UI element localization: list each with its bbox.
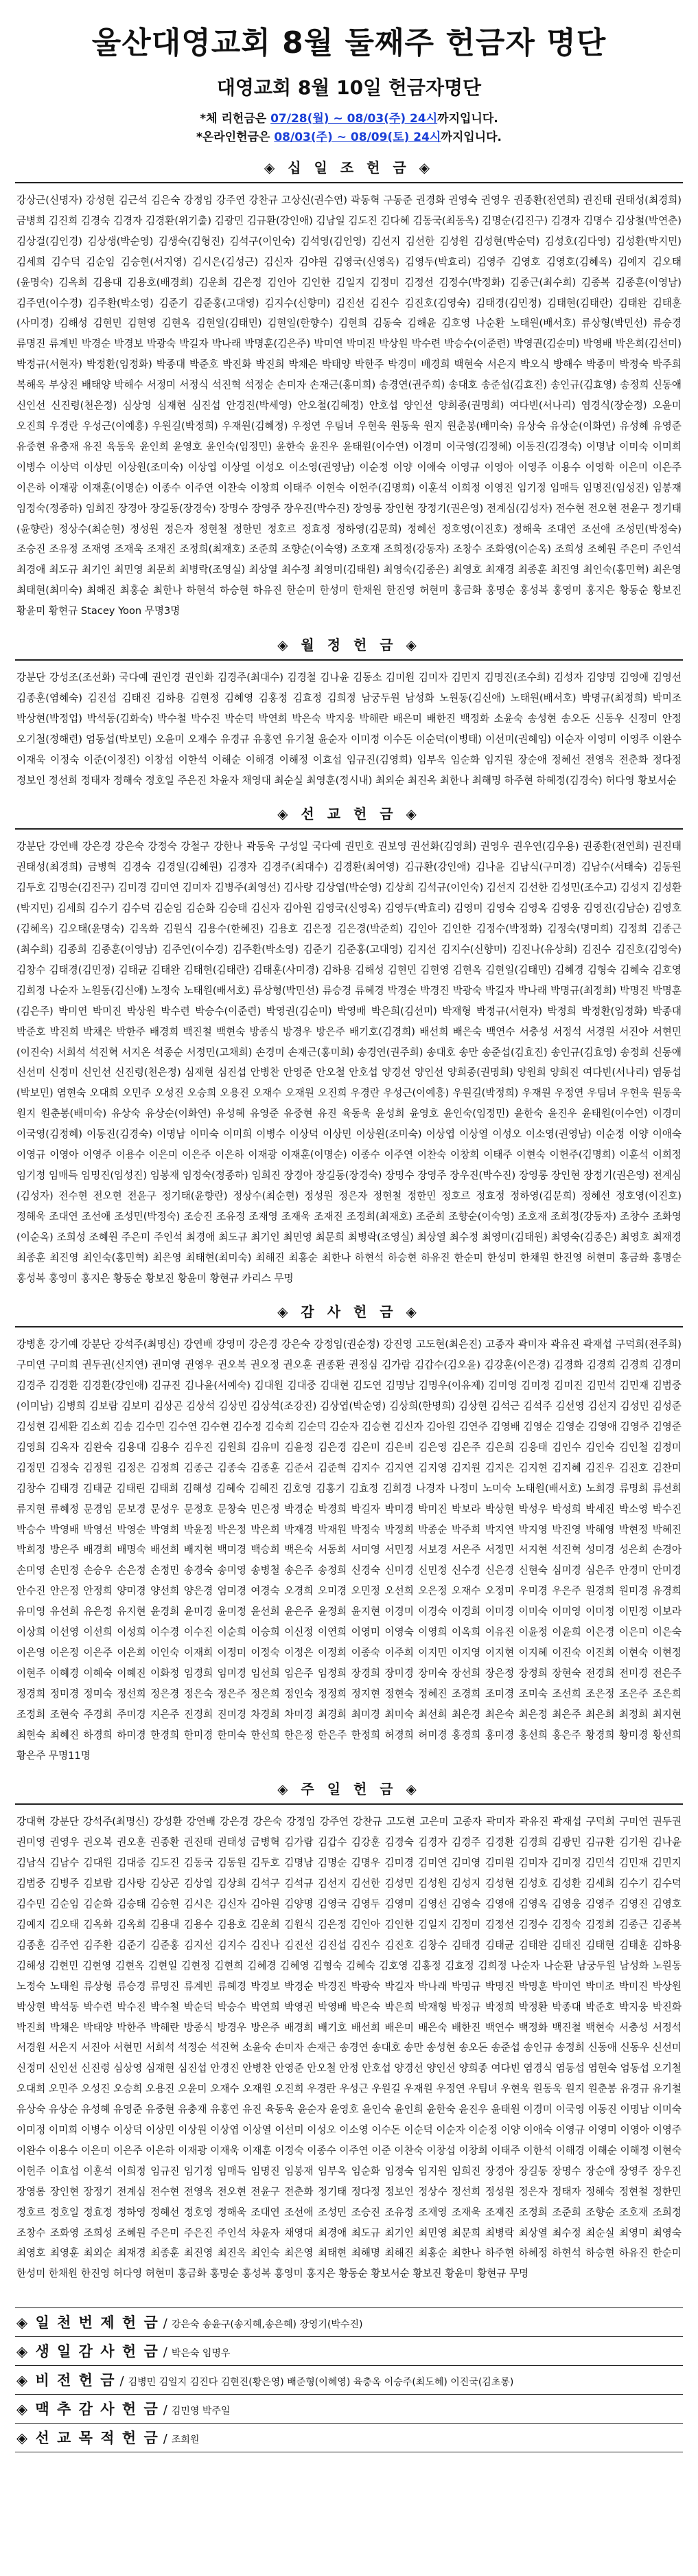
section-heading-sunday: ◈ 주 일 헌 금 ◈ xyxy=(277,1781,421,1798)
section-thanksgiving xyxy=(15,1301,683,1766)
special-offering-names: 김병민 김일지 김진다 김현진(황은영) 배준형(이혜영) 육충옥 이승주(최도혜) 이진국(김초롱) xyxy=(128,2377,514,2389)
offline-period-prefix: *체 리헌금은 xyxy=(200,112,271,126)
section-tithe xyxy=(15,157,683,622)
offline-period-line xyxy=(15,109,683,126)
special-offering-row xyxy=(15,2423,683,2452)
offline-period-suffix: 까지입니다. xyxy=(437,112,498,126)
section-heading-mission: ◈ 선 교 헌 금 ◈ xyxy=(277,806,421,823)
online-period-line xyxy=(15,127,683,144)
special-offering-label: ◈ 일 천 번 제 헌 금 xyxy=(16,2314,159,2332)
section-heading-monthly: ◈ 월 정 헌 금 ◈ xyxy=(277,637,421,654)
special-offering-row xyxy=(15,2307,683,2336)
section-monthly xyxy=(15,634,683,790)
separator: / xyxy=(163,2403,167,2418)
special-offering-names: 조희원 xyxy=(171,2435,200,2446)
special-offering-row xyxy=(15,2394,683,2423)
donor-names-sunday: 강대혁 강분단 강석주(최명신) 강성환 강연배 강은경 강은숙 강정임 강주연 강찬규 고도현 고은미 고종자 곽미자 곽유진 곽재섭 구덕희 구미연 권두권 권미영 권영우 권오복 권오훈 권종환 권진태 권태성 금병혁 김가람 김갑수 김강훈 김경숙 김경자 김경주 김경환 김경희 김광민 김규환 김기원 김나윤 김남식 김남수 김대원 김대중 김도진 김동국 김동원 김두호 김명남 김명순 김명우 김미경 김미연 김미영 김미원 김미자 김미정 김민석 김민재 김민지 김범중 김병주 김보람 김사랑 김상곤 김상엽 김상희 김석구 김석규 김선지 김선한 김성민 김성원 김성지 김성현 김성호 김성환 김세희 김수기 김수덕 김수민 김순임 김순화 김승태 김승현 김시은 김신자 김아원 김양명 김영국 김영두 김영미 김영선 김영숙 김영애 김영옥 김영웅 김영주 김영진 김영호 김예지 김오태 김옥화 김옥희 김용대 김용수 김용호 김운희 김원식 김은정 김인아 김인한 김일지 김정미 김정선 김정수 김정숙 김정희 김종근 김종복 김종훈 김주연 김주환 김준기 김준홍 김지선 김지수 김진나 김진선 김진섭 김진수 김진호 김창수 김태경 김태균 김태완 김태진 김태현 김태훈 김하용 김해성 김현민 김현영 김현옥 김현일 김현정 김현희 김혜경 김혜영 김형숙 김혜숙 김호영 김홍정 김효정 김희정 나순자 나순환 남궁두원 남성화 노원동 노정숙 노태원 류상형 류승경 류명진 류계빈 류혜경 박경보 박경순 박경진 박광숙 박길자 박나래 박명규 박명진 박명훈 박미연 박미조 박미진 박상원 박상현 박석동 박수련 박수진 박수철 박순덕 박승수 박연희 박영권 박영배 박은숙 박은희 박재형 박정규 박정희 박정환 박종대 박준호 박지웅 박진화 박진희 박채은 박태양 박한주 박해란 방종식 방경우 방은주 배경희 배기호 배선희 배은미 배은숙 배한진 백연수 백정화 백진철 백현숙 서충성 서정석 서경원 서은지 서진아 서현민 서희석 석정순 석진혁 소윤숙 손미자 손재근 송경연 송대호 송만 송성현 송오돈 송준섭 송인규 송정희 신동애 신동우 신선미 신정미 신인선 신진령 심상영 심재현 심진섭 안경진 안병찬 안영준 안오철 안정 안호섭 양경선 양인선 양희종 여다빈 염경식 염동섭 염현숙 엄동섭 오기철 오대희 오민주 오성진 오승희 오용진 오윤미 오재수 오재원 오진희 우경란 우성근 우원길 우재원 우정연 우팀녀 우현욱 원동욱 원지 원춘봉 유경규 유기철 유상숙 유상순 유성혜 유영준 유중현 유충재 유홍연 유진 육동욱 윤순자 윤영호 윤인숙 윤인희 윤한숙 윤진우 윤태원 이경미 이국영 이동진 이명남 이미숙 이미정 이미희 이병수 이상덕 이상민 이상원 이상엽 이상열 이선미 이성오 이소영 이수돈 이순덕 이순자 이순정 이양 이애숙 이영규 이영미 이영아 이영주 이완수 이용수 이은미 이은주 이은하 이재광 이재욱 이재훈 이정숙 이종수 이주연 이준 이찬숙 이창섭 이창희 이태주 이한석 이해경 이해순 이해정 이현숙 이헌주 이효섭 이훈석 이희정 임규진 임기정 임매득 임명진 임봉재 임부옥 임순화 임정숙 임지원 임희진 장경아 장길동 장명수 장순애 장영주 장우진 장영롱 장인현 장정기 전계심 전수현 전영옥 전오현 전윤구 전춘화 정기태 정다정 정보인 정상수 정선희 정성원 정은자 정태자 정해숙 정현철 정한민 정호르 정호일 정효정 정하영 정혜선 정호영 정해욱 조대연 조선애 조성민 조승진 조유정 조재영 조재욱 조재진 조정희 조준희 조향순 조호재 조희정 조창수 조화영 조희성 조혜원 주은미 주은진 주인석 차윤자 채영대 최경애 최도규 최기인 최민영 최문희 최병락 최상열 최수정 최순실 최영미 최영숙 최영호 최영훈 최외순 최재경 최종훈 최진영 최진옥 최인숙 최은영 최태현 최해명 최해진 최홍순 최한나 하주현 하혜정 하현석 하승현 하유진 한순미 한성미 한채원 한진영 허다영 허현미 홍금화 홍명순 홍성복 홍영미 홍지은 황동순 황보서순 황보진 황윤미 황현규 무명 xyxy=(16,1816,682,2280)
donor-names-tithe: 강상근(신명자) 강성현 김근석 김은숙 강정임 강주연 강찬규 고상신(권수연) 곽동혁 구동준 권경화 권영숙 권영우 권종환(전연희) 권진태 권태성(최경희) 금병희 김진희 김경숙 김경자 김경환(위기출) 김광민 김규환(강인애) 김남일 김도진 김다혜 김동국(최동옥) 김명순(김진구) 김경자 김명수 김상철(박연춘) 김상걸(김인경) 김상생(박순영) 김생숙(김형진) 김석구(이인숙) 김석영(김인영) 김선지 김선한 김성원 김성현(박순덕) 김성호(김다영) 김성환(박지민) 김세희 김수덕 김순임 김승현(서지영) 김시은(김성근) 김신자 김야원 김영국(신영옥) 김영두(박효리) 김영주 김영호 김영호(김혜옥) 김예지 김오태(윤명숙) 김옥희 김용대 김용호(배경희) 김운희 김은정 김인아 김인한 김일지 김정미 김정선 김정수(박정화) 김종근(최수희) 김종복 김종훈(이영남) 김주연(이수경) 김주환(박소영) 김준기 김준홍(고대영) 김지수(신향미) 김진선 김진수 김진호(김영숙) 김태경(김민정) 김태현(김태란) 김태완 김태훈(사미경) 김해성 김현민 김현영 김현옥 김현일(김태민) 김현일(한향수) 김현희 김동숙 김해윤 김호영 나순환 노태원(배서호) 류상형(박민선) 류승경 류명진 류계빈 박경순 박경보 박광숙 박길자 박나래 박명훈(김은주) 박미연 박미진 박상원 박수련 박승수(이준련) 박영권(김순미) 박영배 박은희(김선미) 박정규(서현자) 박정환(임정화) 박종대 박준호 박진화 박진희 박채은 박태양 박한주 박경미 배경희 백현숙 서은지 박오식 방해수 박종미 박정숙 박주희 복해옥 부상진 배태양 박해수 서정미 서정식 석진혁 석정순 손미자 손재근(홍미희) 송경연(권주희) 송대호 송준섭(김효진) 송인규(김효영) 송정희 신동애 신인선 신진령(천은정) 심상영 심재현 심진섭 안경진(박세영) 안오철(김혜정) 안호섭 양인선 양희종(권명희) 여다빈(서나리) 염경식(장순정) 오윤미 오진희 우경란 우성근(이예흥) 우원길(박정희) 우재원(김혜정) 우정연 우팀녀 우현욱 원동욱 원지 원춘봉(배미숙) 유상숙 유상순(이화연) 유성혜 유영준 유중현 유충재 유진 육동욱 윤인희 윤영호 윤인숙(임정민) 윤한숙 윤진우 윤태원(이수연) 이경미 이국영(김정혜) 이동진(김경숙) 이명남 이미숙 이미희 이병수 이상덕 이상민 이상원(조미숙) 이상엽 이상열 이성오 이소영(권영남) 이순정 이양 이애숙 이영규 이영아 이영주 이용수 이영학 이은미 이은주 이은하 이재광 이재훈(이명순) 이종수 이주연 이찬숙 이창희 이태주 이현숙 이헌주(김명희) 이훈석 이희정 이영진 임기정 임매득 임명진(임성진) 임봉재 임정숙(정종하) 임희진 장경아 장길동(장경숙) 장명수 장영주 장우진(박수진) 장영롱 장인현 장정기(권은영) 전계심(김성자) 전수현 전오현 전윤구 정기태(윤향란) 정상수(최순현) 정성원 정은자 정현철 정한민 정호르 정효정 정하영(김문희) 정혜선 정호영(이진호) 정해욱 조대연 조선애 조성민(박정숙) 조승진 조유정 조재영 조재욱 조재진 조정희(최재호) 조준희 조향순(이숙영) 조호재 조희정(강동자) 조창수 조화영(이순옥) 조희성 조혜원 주은미 주인석 최경애 최도규 최기인 최민영 최문희 최병락(조영실) 최상열 최수정 최영미(김태원) 최영숙(김종은) 최영호 최재경 최종훈 최진영 최인숙(홍민혁) 최은영 최태현(최미숙) 최해진 최홍순 최한나 하현석 하승현 하유진 한순미 한성미 한채원 한진영 허현미 홍금화 홍명순 홍성복 홍영미 홍지은 황동순 황보진 황윤미 황현규 Stacey Yoon 무명3명 xyxy=(16,194,682,617)
online-period-prefix: *온라인헌금은 xyxy=(196,130,275,144)
special-offering-names: 김민영 박주일 xyxy=(171,2406,231,2417)
separator: / xyxy=(119,2374,124,2389)
offline-period-range: 07/28(월) ~ 08/03(주) 24시 xyxy=(270,112,438,126)
section-divider xyxy=(15,828,683,830)
donor-names-monthly: 강분단 강성조(조선화) 국다예 권인경 권인화 김경주(최대수) 김경철 김나윤 김동소 김미원 김미자 김민지 김명진(조수희) 김성자 김양명 김영애 김영선 김종훈(염혜숙) 김진섭 김태진 김하용 김현정 김혜영 김홍정 김효정 김희정 남궁두원 남성화 노원동(김신애) 노태원(배서호) 박명규(최정희) 박미조 박상현(박정업) 박석동(김화숙) 박수철 박수진 박순덕 박연희 박은숙 박지웅 박해란 배은미 배한진 백정화 소윤숙 송성현 송오돈 신동우 신정미 안정 오기철(정해련) 엄동섭(박보민) 오윤미 오재수 유경규 유홍연 유기철 윤순자 이미정 이수돈 이순덕(이병태) 이선미(권혜임) 이순자 이영미 이영주 이완수 이재욱 이정숙 이준(이정진) 이창섭 이한석 이해순 이해경 이해정 이효섭 임규진(김영희) 임부옥 임순화 임지원 장순애 정혜선 전영옥 전춘화 정다정 정보인 정선희 정태자 정해숙 정호일 주은진 차윤자 채영대 최순실 최영훈(정시내) 최외순 최진옥 최한나 최해명 하주현 하혜정(김경숙) 허다영 황보서순 xyxy=(16,672,682,786)
separator: / xyxy=(163,2316,167,2332)
donor-names-mission: 강분단 강연배 강은경 강은숙 강정숙 강철구 강한나 곽동욱 구성일 국다예 권민호 권보영 권선화(김영희) 권영우 권우연(김우용) 권종환(전연희) 권진태 권태성(최경희) 금병혁 김경숙 김경일(김혜원) 김경자 김경주(최대수) 김경환(최여영) 김규환(강인애) 김나윤 김남식(구미경) 김남수(서태숙) 김동원 김두호 김명순(김진구) 김미경 김미연 김미자 김병주(최영선) 김사랑 김상엽(박순영) 김상희 김석규(이인숙) 김선지 김선한 김성민(조수고) 김성지 김성환(박지민) 김세희 김수기 김수덕 김순임 김순화 김승태 김신자 김아원 김영국(신영옥) 김영두(박효리) 김영미 김영숙 김영옥 김영웅 김영진(김남순) 김영호(김혜옥) 김오태(윤명숙) 김옥화 김원식 김용수(한혜진) 김용호 김은정 김은경(박준희) 김인아 김인한 김정수(박정화) 김정숙(명미희) 김정희 김종근(최수희) 김종희 김종훈(이영남) 김주연(이수경) 김주환(박소영) 김준기 김준홍(고대영) 김지선 김지수(신향미) 김진나(유상희) 김진수 김진호(김영숙) 김창수 김태경(김민정) 김태균 김태완 김태현(김태란) 김태훈(사미경) 김하용 김해성 김현민 김현영 김현옥 김현일(김태민) 김혜경 김형숙 김혜숙 김호영 김희정 나순자 노원동(김신애) 노정숙 노태원(배서호) 류상형(박민선) 류승경 류혜경 박경순 박경진 박광숙 박길자 박나래 박명규(최정희) 박명진 박명훈(김은주) 박미연 박미진 박상원 박수련 박승수(이준련) 박영권(김순미) 박영배 박은희(김선미) 박재형 박정규(서현자) 박정희 박정환(임정화) 박종대 박준호 박진희 박채은 박한주 배경희 백진철 백현숙 방종식 방경우 방은주 배기호(김경희) 배선희 배은숙 백연수 서충성 서정석 서경원 서진아 서현민(이진숙) 서희석 석진혁 서지온 석종순 서정민(고채희) 손경미 손재근(홍미희) 송경연(권주희) 송대호 송만 송준섭(김효진) 송인규(김효영) 송정희 신동애 신선미 신정미 신인선 신진령(천은정) 심재현 심진섭 안병찬 안영준 안오철 안호섭 양경선 양인선 양희종(권명희) 양원희 양희진 여다빈(서나리) 염동섭(박보민) 염현숙 오대희 오민주 오성진 오승희 오용진 오재수 오재원 오진희 우경란 우성근(이예흥) 우원길(박정희) 우재원 우정연 우팀녀 우현욱 원동욱 원지 원춘봉(배미숙) 유상숙 유상순(이화연) 유성혜 유영준 유중현 유진 육동욱 윤성희 윤영호 윤인숙(임정민) 윤한숙 윤진우 윤태원(이수연) 이경미 이국영(김정혜) 이동진(김경숙) 이명남 이미숙 이미희 이병수 이상덕 이상민 이상원(조미숙) 이상엽 이상열 이성오 이소영(권영남) 이순정 이양 이애숙 이영규 이영아 이영주 이용수 이은미 이은주 이은하 이재광 이재훈(이명순) 이종수 이주연 이찬숙 이창희 이태주 이현숙 이헌주(김명희) 이훈석 이희정 임기정 임매득 임명진(임성진) 임봉재 임정숙(정종하) 임희진 장경아 장길동(장경숙) 장명수 장영주 장우진(박수진) 장영롱 장인현 장정기(권은영) 전계심(김성자) 전수현 전오현 전윤구 정기태(윤향란) 정상수(최순현) 정성원 정은자 정현철 정한민 정호르 정효정 정하영(김문희) 정혜선 정호영(이진호) 정해욱 조대연 조선애 조성민(박정숙) 조승진 조유정 조재영 조재욱 조재진 조정희(최재호) 조준희 조향순(이숙영) 조호재 조희정(강동자) 조창수 조화영(이순옥) 조희성 조혜원 주은미 주인석 최경애 최도규 최기인 최민영 최문희 최병락(조영실) 최상열 최수정 최영미(김태원) 최영숙(김종은) 최영호 최재경 최종훈 최진영 최인숙(홍민혁) 최은영 최태현(최미숙) 최해진 최홍순 최한나 하현석 하승현 하유진 한순미 한성미 한채원 한진영 허현미 홍금화 홍명순 홍성복 홍영미 홍지은 황동순 황보진 황윤미 황현규 카리스 무명 xyxy=(16,841,682,1284)
special-offerings xyxy=(15,2307,683,2452)
page-title: 울산대영교회 8월 둘째주 헌금자 명단 xyxy=(91,25,607,60)
online-period-range: 08/03(주) ~ 08/09(토) 24시 xyxy=(274,130,441,144)
offering-period-notice xyxy=(15,109,683,144)
special-offering-row xyxy=(15,2365,683,2394)
donor-names-thanksgiving: 강병훈 강기예 강분단 강석주(최명신) 강연배 강영미 강은경 강은숙 강정임(권순정) 강진영 고도현(최은진) 고종자 곽미자 곽유진 곽재섭 구덕희(전주희) 구미연 구미희 권두권(신지연) 권미영 권영우 권오복 권오정 권오훈 권종환 권정심 김가람 김갑수(김오윤) 김강훈(이은경) 김경화 김경희 김경희 김경미 김경주 김경환 김경환(강인애) 김규진 김나윤(서예숙) 김대원 김대중 김대현 김도연 김명남 김명우(이유제) 김미영 김미정 김미진 김민석 김민재 김범중(이미남) 김병희 김보람 김보미 김상곤 김상석 김상민 김상석(조강진) 김상엽(박순영) 김상희(한명희) 김상현 김석근 김석주 김선영 김선지 김성민 김성준 김성현 김세환 김소희 김송 김수민 김수연 김수현 김수정 김숙희 김순덕 김순자 김승현 김신자 김아원 김연주 김영배 김영순 김영순 김영애 김영주 김영준 김영희 김옥자 김완숙 김용대 김용수 김우진 김원희 김유미 김윤정 김은경 김은미 김은비 김은영 김은주 김은희 김응태 김인수 김인숙 김인철 김정미 김정민 김정숙 김정원 김정은 김정희 김종근 김종숙 김종훈 김준서 김준혁 김지수 김지연 김지영 김지원 김지은 김지현 김지혜 김진우 김진호 김찬미 김창수 김태경 김태균 김태린 김태희 김해성 김혜숙 김혜진 김호영 김홍기 김효정 김희경 나경자 나정미 노미숙 노태원(배서호) 노희경 류명희 류선희 류지현 류혜정 문경임 문보경 문성우 문정호 문창숙 민은정 박경순 박경희 박길자 박미경 박미진 박보라 박상현 박성우 박성희 박세진 박소영 박수진 박승수 박영배 박영선 박영순 박영희 박윤정 박은정 박은희 박재경 박재원 박정숙 박정희 박종순 박주희 박지연 박지영 박진영 박해영 박현정 박혜진 박희정 방은주 배경희 배명숙 배선희 배지현 백미경 백승희 백은숙 서동희 서미영 서민정 서보경 서은주 서정민 서지현 석진혁 성미경 성은희 손경아 손미영 손민정 손승우 손은정 손정민 송경숙 송미영 송병철 송은주 송정희 신경숙 신미경 신민정 신수경 신은경 신현숙 심미경 심은주 안경미 안미경 안수진 안은정 안정희 양미경 양선희 양은경 엄미경 여경숙 오경희 오미경 오민정 오선희 오은정 오재수 오정미 우미경 우은주 원경희 원미경 유경희 유미영 유선희 유은정 유지현 윤경희 윤미경 윤미정 윤선희 윤은주 윤정희 윤지현 이경미 이경숙 이경희 이미경 이미숙 이미영 이미정 이민정 이보라 이상희 이선영 이선희 이성희 이수경 이수진 이순희 이승희 이신정 이연희 이영미 이영숙 이영희 이옥희 이유진 이윤정 이윤희 이은경 이은미 이은숙 이은영 이은정 이은주 이은희 이인숙 이재희 이정미 이정숙 이정은 이정희 이종숙 이주희 이지민 이지영 이지현 이지혜 이진숙 이진희 이현숙 이현정 이현주 이혜경 이혜숙 이혜진 이화정 임경희 임미경 임선희 임은주 임정희 장경희 장미경 장미숙 장선희 장은정 장정희 장현숙 전경희 전미경 전은주 정경희 정미경 정미숙 정선희 정은경 정은숙 정은주 정은희 정인숙 정정희 정지현 정현숙 정혜진 조경희 조미경 조미숙 조선희 조은정 조은주 조은희 조정희 조현숙 주경희 주미경 지은주 진경희 진미경 차경희 차미경 최경희 최미경 최미숙 최선희 최은경 최은숙 최은정 최은주 최은희 최정희 최지현 최현숙 최혜진 하경희 하미경 한경희 한미경 한미숙 한선희 한은정 한은주 한정희 허경희 허미경 홍경희 홍미경 홍선희 홍은주 황경희 황미경 황선희 황은주 무명11명 xyxy=(16,1338,682,1762)
special-offering-row xyxy=(15,2336,683,2365)
section-divider xyxy=(15,1326,683,1327)
section-heading-thanksgiving: ◈ 감 사 헌 금 ◈ xyxy=(277,1303,421,1321)
special-offering-label: ◈ 맥 추 감 사 헌 금 xyxy=(16,2401,159,2418)
special-offering-names: 박은숙 임명우 xyxy=(171,2348,231,2360)
special-offering-label: ◈ 생 일 감 사 헌 금 xyxy=(16,2343,159,2360)
section-divider xyxy=(15,1803,683,1805)
separator: / xyxy=(163,2432,167,2447)
special-offering-label: ◈ 선 교 목 적 헌 금 xyxy=(16,2430,159,2447)
section-sunday xyxy=(15,1778,683,2284)
page-subtitle: 대영교회 8월 10일 헌금자명단 xyxy=(216,76,482,99)
special-offering-names: 강은숙 송윤구(송지혜,송은혜) 장영기(박수진) xyxy=(171,2319,363,2331)
section-heading-tithe: ◈ 십 일 조 헌 금 ◈ xyxy=(264,159,434,176)
section-mission xyxy=(15,803,683,1288)
section-divider xyxy=(15,659,683,661)
special-offering-label: ◈ 비 전 헌 금 xyxy=(16,2372,116,2389)
separator: / xyxy=(163,2345,167,2360)
online-period-suffix: 까지입니다. xyxy=(441,130,502,144)
section-divider xyxy=(15,182,683,183)
